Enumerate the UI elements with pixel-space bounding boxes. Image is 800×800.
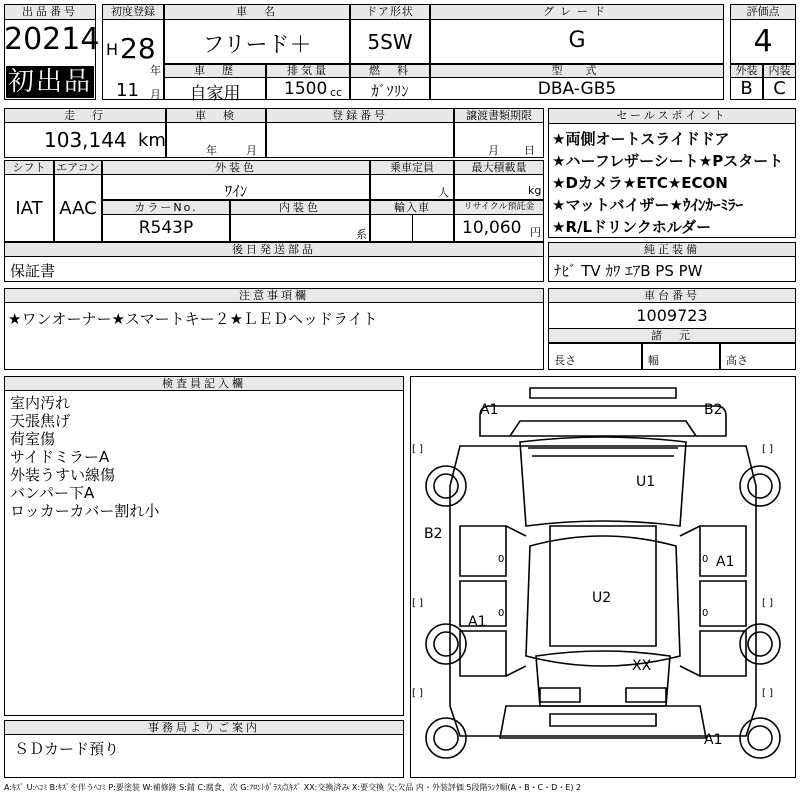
inspector-line: バンパー下A [10, 484, 95, 502]
chassis-value: 1009723 [636, 306, 708, 325]
recycle-value: 10,060 [462, 218, 522, 238]
sales-points-list [552, 128, 796, 238]
car-name-value: フリード＋ [202, 33, 312, 58]
inspector-notes [10, 394, 159, 520]
color-number-label: カラーNo. [102, 200, 230, 215]
inspector-line: サイドミラーA [10, 448, 110, 466]
color-number-value: R543P [138, 218, 194, 238]
bracket-marker: [ ] [412, 688, 423, 699]
mark-b2-front-right: B2 [704, 402, 723, 418]
dimensions-label: 諸 元 [548, 328, 796, 343]
transfer-day-unit: 日 [524, 144, 535, 157]
mileage-label: 走 行 [4, 108, 166, 123]
notes-value: ★ワンオーナー★スマートキー２★ＬＥＤヘッドライト [8, 310, 378, 328]
fuel-value: ｶﾞｿﾘﾝ [371, 82, 409, 100]
grade-label: グレード [430, 4, 724, 20]
interior-grade-value: C [773, 78, 786, 99]
equipment-label: 純正装備 [548, 242, 796, 257]
aircon-value: AAC [59, 198, 97, 219]
history-value: 自家用 [189, 84, 241, 104]
import-label: 輸入車 [370, 200, 454, 215]
later-items-value: 保証書 [10, 262, 56, 280]
width-label: 幅 [648, 354, 659, 367]
plate-label: 登録番号 [266, 108, 454, 123]
color-label: 外装色 [102, 160, 370, 175]
recycle-label: リサイクル預託金 [454, 200, 544, 215]
office-label: 事務局よりご案内 [4, 720, 404, 735]
fuel-label: 燃 料 [350, 64, 430, 78]
inspector-line: 天張焦げ [10, 412, 71, 430]
mark-b2-left-door: B2 [424, 526, 443, 542]
office-value: ＳＤカード預り [14, 740, 120, 758]
height-label: 高さ [726, 354, 748, 367]
small-zero: 0 [498, 554, 505, 565]
score-value: 4 [753, 24, 773, 59]
door-type-value: 5SW [367, 30, 413, 54]
chassis-label: 車台番号 [548, 288, 796, 303]
max-load-label: 最大積載量 [454, 160, 544, 175]
mark-a1-front-left: A1 [480, 402, 499, 418]
small-zero: 0 [498, 608, 505, 619]
year-unit: 年 [150, 64, 161, 77]
interior-color-label: 内装色 [230, 200, 370, 215]
inspector-line: ロッカーカバー割れ小 [10, 502, 160, 520]
car-damage-diagram [410, 376, 796, 778]
exterior-grade-label: 外装 [730, 64, 763, 78]
shift-value: IAT [15, 198, 43, 219]
history-label: 車 歴 [164, 64, 266, 78]
color-value: ﾜｲﾝ [224, 182, 248, 200]
bracket-marker: [ ] [762, 444, 773, 455]
sales-point-item: ★R/Lドリンクホルダー [552, 218, 712, 236]
mark-xx-rear: XX [632, 658, 652, 674]
inspection-month-unit: 月 [246, 144, 257, 157]
bracket-marker: [ ] [762, 598, 773, 609]
displacement-value: 1500 [284, 79, 328, 99]
max-load-unit: kg [528, 184, 542, 197]
month-unit: 月 [150, 88, 161, 101]
era-letter: H [106, 40, 119, 59]
model-value: DBA-GB5 [537, 79, 617, 99]
exterior-grade-value: B [740, 78, 753, 99]
length-label: 長さ [554, 354, 576, 367]
registration-month: 11 [116, 80, 139, 101]
capacity-label: 乗車定員 [370, 160, 454, 175]
interior-grade-label: 内装 [763, 64, 796, 78]
sales-point-item: ★マットバイザー★ｳｲﾝｶｰﾐﾗｰ [552, 196, 743, 214]
equipment-value: ﾅﾋﾞ TV ｶﾜ ｴｱB PS PW [554, 262, 703, 280]
door-type-label: ドア形状 [350, 4, 430, 20]
mark-a1-bottom: A1 [704, 732, 723, 748]
first-registration-label: 初度登録 [102, 4, 164, 20]
transfer-label: 譲渡書類期限 [454, 108, 544, 123]
aircon-label: エアコン [54, 160, 102, 175]
small-zero: 0 [702, 554, 709, 565]
mark-a1-left-rear: A1 [468, 614, 487, 630]
capacity-unit: 人 [438, 186, 449, 199]
model-label: 型 式 [430, 64, 724, 78]
damage-legend: A:ｷｽﾞ U:ﾍｺﾐ B:ｷｽﾞを伴うﾍｺﾐ P:要塗装 W:補修跡 S:錆 C:腐食、次 G:ﾌﾛﾝﾄｶﾞﾗｽ点ｷｽﾞ XX:交換済み X:要交換 欠:欠品 内・外装評価 5段階ﾗﾝｸ順(A・B・C・D・E) 2 [4, 783, 582, 792]
inspection-label: 車 検 [166, 108, 266, 123]
recycle-unit: 円 [530, 226, 541, 239]
sales-points-label: セールスポイント [548, 108, 796, 124]
car-name-label: 車 名 [164, 4, 350, 20]
lot-number-label: 出品番号 [4, 4, 96, 20]
registration-year: 28 [120, 32, 156, 65]
later-items-label: 後日発送部品 [4, 242, 544, 257]
inspector-line: 室内汚れ [10, 394, 71, 412]
displacement-label: 排気量 [266, 64, 350, 78]
lot-number-value: 20214 [4, 22, 100, 57]
mark-u2-roof: U2 [592, 590, 612, 606]
sales-point-item: ★ハーフレザーシート★Pスタート [552, 152, 784, 170]
sales-point-item: ★Dカメラ★ETC★ECON [552, 174, 728, 192]
inspector-label: 検査員記入欄 [4, 376, 404, 391]
mark-a1-right-door: A1 [716, 554, 735, 570]
bracket-marker: [ ] [412, 598, 423, 609]
mileage-value: 103,144 [44, 128, 127, 152]
bracket-marker: [ ] [762, 688, 773, 699]
displacement-unit: cc [330, 86, 343, 99]
score-label: 評価点 [730, 4, 796, 20]
bracket-marker: [ ] [412, 444, 423, 455]
shift-label: シフト [4, 160, 54, 175]
small-zero: 0 [702, 608, 709, 619]
sales-point-item: ★両側オートスライドドア [552, 130, 730, 148]
interior-color-unit: 系 [356, 228, 367, 241]
first-listing-badge: 初出品 [7, 67, 92, 97]
inspection-year-unit: 年 [206, 144, 217, 157]
transfer-month-unit: 月 [488, 144, 499, 157]
mileage-unit: km [138, 130, 166, 151]
notes-label: 注意事項欄 [4, 288, 544, 303]
inspector-line: 外装うすい線傷 [10, 466, 116, 484]
import-divider [412, 215, 413, 242]
grade-value: G [568, 28, 586, 53]
mark-u1-hood: U1 [636, 474, 656, 490]
inspector-line: 荷室傷 [10, 430, 56, 448]
